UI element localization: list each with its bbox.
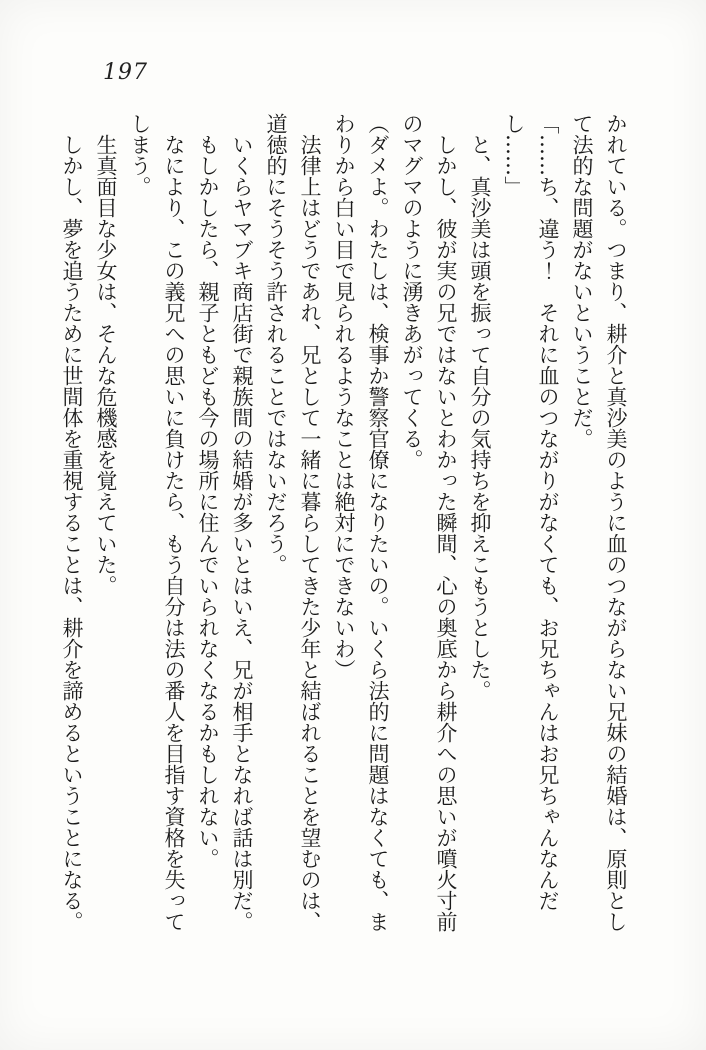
paragraph: 「……ち、違う！ それに血のつながりがなくても、お兄ちゃんはお兄ちゃんなんだし……」 xyxy=(502,113,560,911)
paragraph: もしかしたら、親子ともども今の場所に住んでいられなくなるかもしれない。 xyxy=(196,134,220,869)
page-number: 197 xyxy=(103,60,148,85)
paragraph: かれている。つまり、耕介と真沙美のように血のつながらない兄妹の結婚は、原則として法的な問題がないということだ。 xyxy=(570,113,628,932)
paragraph: しかし、夢を追うために世間体を重視することは、耕介を諦めるということになる。 xyxy=(60,134,84,932)
paragraph: 法律上はどうであれ、兄として一緒に暮らしてきた少年と結ばれることを望むのは、道徳的にそうそう許されることではないだろう。 xyxy=(264,113,322,932)
paragraph: 生真面目な少女は、そんな危機感を覚えていた。 xyxy=(94,134,118,596)
paragraph: しかし、彼が実の兄ではないとわかった瞬間、心の奥底から耕介への思いが噴火寸前のマグマのように湧きあがってくる。 xyxy=(400,113,458,932)
paragraph: （ダメよ。わたしは、検事か警察官僚になりたいの。いくら法的に問題はなくても、まわりから白い目で見られるようなことは絶対にできないわ） xyxy=(332,113,390,932)
paragraph: なにより、この義兄への思いに負けたら、もう自分は法の番人を目指す資格を失ってしまう。 xyxy=(128,113,186,932)
paragraph: いくらヤマブキ商店街で親族間の結婚が多いとはいえ、兄が相手となれば話は別だ。 xyxy=(230,134,254,932)
body-text xyxy=(55,113,633,932)
paragraph: と、真沙美は頭を振って自分の気持ちを抑えこもうとした。 xyxy=(468,134,492,701)
